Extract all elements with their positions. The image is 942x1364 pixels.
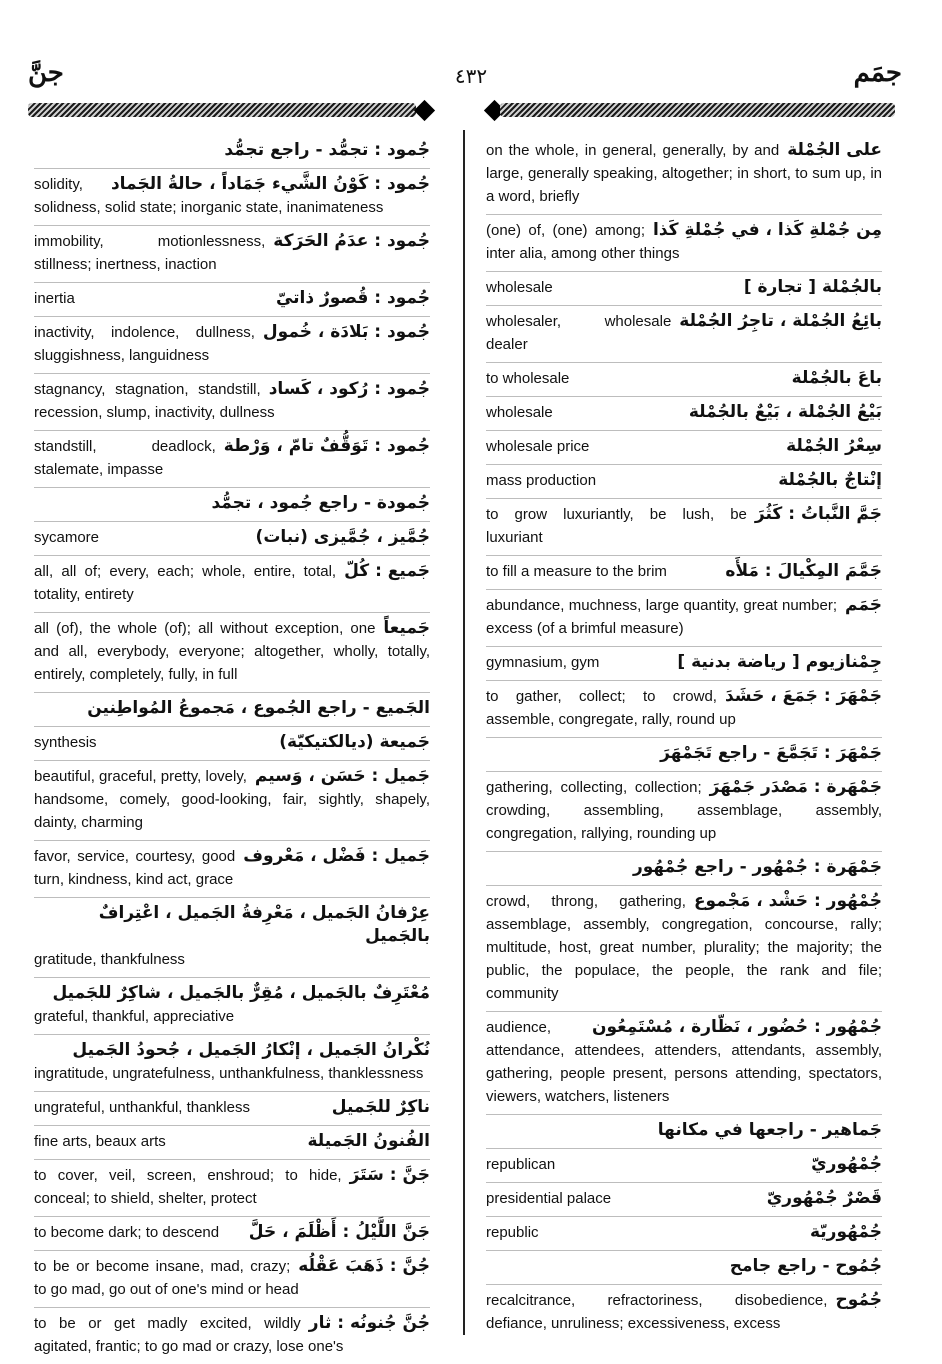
english-definition: republican — [486, 1156, 556, 1173]
arabic-headword: باعَ بالجُمْلة — [791, 368, 882, 388]
arabic-headword: جُمود : كَوْنُ الشَّيء جَمَاداً ، حالةُ الجَماد — [110, 174, 430, 194]
arabic-headword: جُمُوح — [835, 1290, 882, 1310]
english-definition: all (of), the whole (of); all without exception, one and all, everybody, everyone; altogether, wholly, totally, entirely, completely, fully, in full — [34, 620, 430, 683]
dictionary-entry — [486, 215, 882, 272]
english-definition: republic — [486, 1224, 539, 1241]
english-definition: inactivity, indolence, dullness, sluggishness, languidness — [34, 324, 255, 364]
dictionary-entry — [486, 738, 882, 772]
arabic-headword: قَصْرٌ جُمْهُوريّ — [766, 1188, 882, 1208]
dictionary-entry — [34, 1251, 430, 1308]
arabic-headword: الفُنونُ الجَميلة — [307, 1131, 430, 1151]
dictionary-entry — [34, 1308, 430, 1364]
english-definition: to grow luxuriantly, be lush, be luxuriant — [486, 506, 747, 546]
dictionary-entry — [34, 374, 430, 431]
dictionary-entry — [34, 978, 430, 1035]
english-definition: (one) of, (one) among; inter alia, among other things — [486, 222, 680, 262]
dictionary-entry — [34, 1126, 430, 1160]
arabic-headword: جَميل : فَضْل ، مَعْروف — [243, 846, 430, 866]
dictionary-entry — [34, 522, 430, 556]
dictionary-entry — [486, 1217, 882, 1251]
dictionary-entry — [34, 135, 430, 169]
arabic-headword: جَمْهَرَ : تَجَمَّعَ - راجع تَجَمْهَرَ — [660, 743, 882, 763]
arabic-headword: جَمْهَرة : مَصْدَر جَمْهَرَ — [709, 777, 882, 797]
arabic-headword: مُعْتَرِفٌ بالجَميل ، مُقِرٌّ بالجَميل ، شاكِرٌ للجَميل — [52, 983, 430, 1003]
english-definition: ungrateful, unthankful, thankless — [34, 1099, 250, 1116]
english-definition: favor, service, courtesy, good turn, kindness, kind act, grace — [34, 848, 236, 888]
english-definition: solidity, solidness, solid state; inorganic state, inanimateness — [34, 176, 384, 216]
arabic-headword: مِن جُمْلةِ كَذا ، في جُمْلةِ كَذا — [653, 220, 882, 240]
dictionary-entry — [34, 1092, 430, 1126]
english-definition: to cover, veil, screen, enshroud; to hide, conceal; to shield, shelter, protect — [34, 1167, 342, 1207]
dictionary-entry — [486, 1183, 882, 1217]
arabic-headword: نُكْرانُ الجَميل ، إنْكارُ الجَميل ، جُحودُ الجَميل — [72, 1040, 430, 1060]
arabic-headword: جُمود : تجمُّد - راجع تجمُّد — [224, 140, 430, 160]
dictionary-entry — [486, 397, 882, 431]
english-definition: to wholesale — [486, 370, 570, 387]
diamond-ornament-left — [414, 100, 435, 121]
arabic-headword: عِرْفانُ الجَميل ، مَعْرِفةُ الجَميل ، اعْتِرافٌ بالجَميل — [98, 903, 430, 946]
arabic-headword: جَمْهَرة : جُمْهُور - راجع جُمْهُور — [632, 857, 882, 877]
arabic-headword: جُمود : بَلادَة ، خُمول — [262, 322, 430, 342]
arabic-headword: إنْتاجٌ بالجُمْلة — [778, 470, 882, 490]
english-definition: grateful, thankful, appreciative — [34, 1008, 235, 1025]
dictionary-entry — [486, 647, 882, 681]
dictionary-entry — [486, 499, 882, 556]
english-definition: synthesis — [34, 734, 97, 751]
dictionary-entry — [486, 681, 882, 738]
english-definition: gathering, collecting, collection; crowding, assembling, assemblage, assembly, congregation, rallying, rounding up — [486, 779, 882, 842]
dictionary-entry — [486, 1251, 882, 1285]
dictionary-entry — [486, 886, 882, 1012]
arabic-headword: جُنَّ : ذَهَبَ عَقْلُه — [298, 1256, 430, 1276]
dictionary-entry — [486, 1285, 882, 1341]
english-definition: wholesaler, wholesale dealer — [486, 313, 672, 353]
dictionary-entry — [486, 135, 882, 215]
header-rule-right — [500, 103, 895, 117]
dictionary-entry — [486, 590, 882, 647]
dictionary-entry — [34, 1160, 430, 1217]
english-definition: stagnancy, stagnation, standstill, recession, slump, inactivity, dullness — [34, 381, 275, 421]
english-definition: to fill a measure to the brim — [486, 563, 667, 580]
arabic-headword: بالجُمْلة [ تجارة ] — [743, 277, 882, 297]
arabic-headword: جَميعة (ديالكتيكيّة) — [279, 732, 430, 752]
arabic-headword: جُمُوح - راجع جامح — [729, 1256, 882, 1276]
arabic-headword: جُمْهُور : حُضُور ، نَظّارة ، مُسْتَمِعُون — [591, 1017, 882, 1037]
dictionary-entry — [34, 727, 430, 761]
dictionary-entry — [34, 761, 430, 841]
arabic-headword: جُمودة - راجع جُمود ، تجمُّد — [211, 493, 430, 513]
english-definition: gratitude, thankfulness — [34, 951, 185, 968]
english-definition: wholesale price — [486, 438, 590, 455]
english-definition: presidential palace — [486, 1190, 612, 1207]
column-divider — [463, 130, 465, 1335]
dictionary-entry — [34, 169, 430, 226]
english-definition: to be or become insane, mad, crazy; to go mad, go out of one's mind or head — [34, 1258, 299, 1298]
dictionary-entry — [34, 283, 430, 317]
arabic-headword: جَميعاً — [383, 618, 430, 638]
dictionary-entry — [34, 226, 430, 283]
english-definition: fine arts, beaux arts — [34, 1133, 166, 1150]
dictionary-entry — [486, 431, 882, 465]
english-definition: mass production — [486, 472, 597, 489]
english-definition: to gather, collect; to crowd, assemble, congregate, rally, round up — [486, 688, 736, 728]
arabic-headword: جُمْهُوريّة — [809, 1222, 882, 1242]
dictionary-entry — [34, 556, 430, 613]
english-definition: to become dark; to descend — [34, 1224, 220, 1241]
arabic-headword: على الجُمْلة — [787, 140, 882, 160]
dictionary-entry — [486, 1012, 882, 1115]
header-guide-word-right: جمَم — [853, 58, 902, 88]
dictionary-entry — [486, 1115, 882, 1149]
dictionary-entry — [34, 431, 430, 488]
page-number: ٤٣٢ — [454, 64, 488, 88]
arabic-headword: بائِعُ الجُمْلة ، تاجِرُ الجُمْلة — [679, 311, 882, 331]
arabic-headword: جَمَّمَ المِكْيالَ : مَلأَه — [725, 561, 882, 581]
english-definition: inertia — [34, 290, 75, 307]
dictionary-entry — [486, 556, 882, 590]
english-definition: recalcitrance, refractoriness, disobedience, defiance, unruliness; excessiveness, excess — [486, 1292, 828, 1332]
dictionary-entry — [486, 1149, 882, 1183]
english-definition: all, all of; every, each; whole, entire, total, totality, entirety — [34, 563, 337, 603]
dictionary-entry — [486, 465, 882, 499]
dictionary-entry — [34, 488, 430, 522]
english-definition: sycamore — [34, 529, 100, 546]
arabic-headword: جَنَّ : سَتَرَ — [349, 1165, 430, 1185]
arabic-headword: الجَميع - راجع الجُموع ، مَجموعُ المُواطِنين — [87, 698, 430, 718]
dictionary-entry — [486, 306, 882, 363]
arabic-headword: جُنَّ جُنونُه : ثار — [308, 1313, 430, 1333]
arabic-headword: جَماهير - راجعها في مكانها — [657, 1120, 882, 1140]
header-guide-word-left: جنَّ — [28, 58, 64, 88]
arabic-headword: بَيْعُ الجُمْلة ، بَيْعٌ بالجُمْلة — [688, 402, 882, 422]
arabic-headword: جَمَم — [845, 595, 882, 615]
arabic-headword: جَمَّ النَّباتُ : كَثُرَ — [754, 504, 882, 524]
english-definition: crowd, throng, gathering, assemblage, assembly, congregation, concourse, rally; multitude, host, great number, plurality; the majority; the public, the populace, the people, the rank and file; community — [486, 893, 882, 1002]
left-column — [34, 135, 430, 1355]
english-definition: gymnasium, gym — [486, 654, 600, 671]
english-definition: standstill, deadlock, stalemate, impasse — [34, 438, 216, 478]
dictionary-entry — [34, 1035, 430, 1092]
dictionary-entry — [34, 1217, 430, 1251]
dictionary-entry — [486, 363, 882, 397]
dictionary-entry — [34, 693, 430, 727]
arabic-headword: جُمود : عدَمُ الحَرَكة — [273, 231, 430, 251]
arabic-headword: سِعْرُ الجُمْلة — [786, 436, 882, 456]
english-definition: wholesale — [486, 404, 553, 421]
english-definition: wholesale — [486, 279, 553, 296]
arabic-headword: جَميع : كُلّ — [344, 561, 430, 581]
dictionary-entry — [486, 772, 882, 852]
header-rule-left — [28, 103, 416, 117]
dictionary-entry — [486, 272, 882, 306]
english-definition: on the whole, in general, generally, by and large, generally speaking, altogether; in short, to sum up, in a word, briefly — [486, 142, 882, 205]
arabic-headword: جَمْهَرَ : جَمَعَ ، حَشَدَ — [724, 686, 882, 706]
dictionary-entry — [34, 841, 430, 898]
english-definition: immobility, motionlessness, stillness; inertness, inaction — [34, 233, 266, 273]
right-column — [486, 135, 882, 1330]
english-definition: abundance, muchness, large quantity, great number; excess (of a brimful measure) — [486, 597, 838, 637]
arabic-headword: ناكِرٌ للجَميل — [331, 1097, 430, 1117]
english-definition: ingratitude, ungratefulness, unthankfulness, thanklessness — [34, 1065, 424, 1082]
arabic-headword: جَميل : حَسَن ، وَسيم — [254, 766, 430, 786]
dictionary-entry — [34, 317, 430, 374]
arabic-headword: جَنَّ اللَّيْلُ : أَظْلَمَ ، حَلَّ — [248, 1222, 430, 1242]
arabic-headword: جُمَّيز ، جُمَّيزى (نبات) — [255, 527, 430, 547]
dictionary-entry — [34, 613, 430, 693]
english-definition: audience, attendance, attendees, attenders, attendants, assembly, gathering, people present, persons attending, spectators, viewers, watchers, listeners — [486, 1019, 882, 1105]
arabic-headword: جُمْهُوريّ — [811, 1154, 882, 1174]
dictionary-entry — [486, 852, 882, 886]
english-definition: to be or get madly excited, wildly agitated, frantic; to go mad or crazy, lose one's — [34, 1315, 344, 1355]
arabic-headword: جُمود : تَوَقُّفٌ تامّ ، وَرْطة — [223, 436, 430, 456]
dictionary-entry — [34, 898, 430, 978]
english-definition: beautiful, graceful, pretty, lovely, handsome, comely, good-looking, fair, sightly, shapely, dainty, charming — [34, 768, 430, 831]
arabic-headword: جُمود : قُصورٌ ذاتيّ — [275, 288, 430, 308]
arabic-headword: جُمْهُور : حَشْد ، مَجْموع — [693, 891, 882, 911]
arabic-headword: جُمود : رُكود ، كَساد — [268, 379, 430, 399]
arabic-headword: جِمْنازيوم [ رياضة بدنية ] — [677, 652, 882, 672]
